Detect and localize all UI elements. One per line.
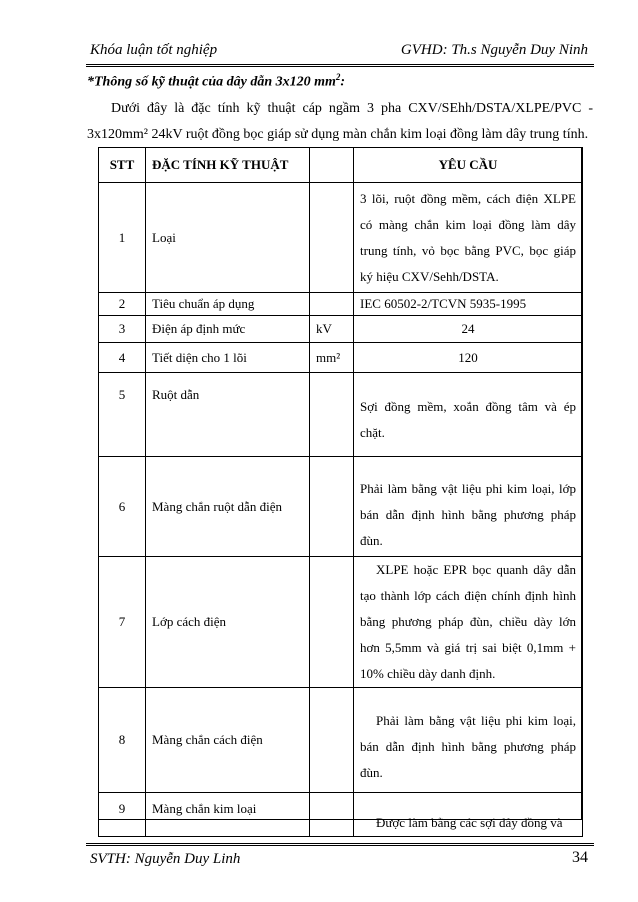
table-row [99, 688, 583, 793]
row-unit [310, 793, 354, 837]
table-row [99, 293, 583, 316]
table-row [99, 343, 583, 373]
spec-table [98, 147, 583, 837]
row-requirement: IEC 60502-2/TCVN 5935-1995 [354, 293, 583, 316]
page-footer [86, 843, 594, 872]
table-row [99, 557, 583, 688]
page-header [86, 40, 594, 67]
table-row [99, 793, 583, 837]
row-requirement: 120 [354, 343, 583, 373]
row-unit [310, 293, 354, 316]
header-property: ĐẶC TÍNH KỸ THUẬT [146, 148, 310, 183]
row-stt: 1 [99, 183, 146, 293]
row-stt: 3 [99, 316, 146, 343]
header-thesis-label: Khóa luận tốt nghiệp [90, 42, 218, 58]
header-requirement: YÊU CẦU [354, 148, 583, 183]
row-unit [310, 557, 354, 688]
footer-student: SVTH: Nguyễn Duy Linh [90, 851, 241, 867]
row-unit [310, 373, 354, 457]
header-advisor: GVHD: Th.s Nguyễn Duy Ninh [400, 42, 588, 58]
row-requirement: Phải làm bằng vật liệu phi kim loại, lớp bán dẫn định hình bằng phương pháp đùn. [354, 457, 583, 557]
row-requirement: 24 [354, 316, 583, 343]
row-requirement: Được làm bằng các sợi dây đồng và [354, 793, 583, 837]
row-stt: 2 [99, 293, 146, 316]
header-unit [310, 148, 354, 183]
table-row [99, 183, 583, 293]
row-stt: 8 [99, 688, 146, 793]
row-stt: 4 [99, 343, 146, 373]
row-property: Điện áp định mức [146, 316, 310, 343]
row-unit: mm² [310, 343, 354, 373]
intro-paragraph: Dưới đây là đặc tính kỹ thuật cáp ngầm 3 pha CXV/SEhh/DSTA/XLPE/PVC - 3x120mm² 24kV ruột đồng bọc giáp sử dụng màn chắn kim loại đồng làm dây trung tính. [87, 101, 593, 142]
row-requirement: Phải làm bằng vật liệu phi kim loại, bán dẫn định hình bằng phương pháp đùn. [354, 688, 583, 793]
row-unit: kV [310, 316, 354, 343]
row-property: Màng chắn cách điện [146, 688, 310, 793]
row-property: Tiết diện cho 1 lõi [146, 343, 310, 373]
row-stt: 9 [99, 793, 146, 837]
row-stt: 5 [99, 373, 146, 457]
row-requirement: 3 lõi, ruột đồng mềm, cách điện XLPE có màng chắn kim loại đồng làm dây trung tính, vỏ bọc bằng PVC, bọc giáp ký hiệu CXV/Sehh/DSTA. [354, 183, 583, 293]
table-row [99, 316, 583, 343]
row-property: Loại [146, 183, 310, 293]
row-unit [310, 688, 354, 793]
row-requirement: XLPE hoặc EPR bọc quanh dây dẫn tạo thành lớp cách điện chính định hình bằng phương pháp đùn, chiều dày lớn hơn 5,5mm và giá trị sai biệt 0,1mm + 10% chiều dày danh định. [354, 557, 583, 688]
table-row [99, 457, 583, 557]
row-requirement: Sợi đồng mềm, xoắn đồng tâm và ép chặt. [354, 373, 583, 457]
row-property: Màng chắn ruột dẫn điện [146, 457, 310, 557]
row-property: Màng chắn kim loại [146, 793, 310, 837]
page-number: 34 [572, 849, 588, 866]
header-stt: STT [99, 148, 146, 183]
row-property: Tiêu chuẩn áp dụng [146, 293, 310, 316]
row-property: Lớp cách điện [146, 557, 310, 688]
row-property: Ruột dẫn [146, 373, 310, 457]
section-title: *Thông số kỹ thuật của dây dẫn 3x120 $mm^2$: [87, 72, 346, 90]
table-row [99, 373, 583, 457]
row-unit [310, 183, 354, 293]
row-unit [310, 457, 354, 557]
row-stt: 7 [99, 557, 146, 688]
table-header-row [99, 148, 583, 183]
row-stt: 6 [99, 457, 146, 557]
